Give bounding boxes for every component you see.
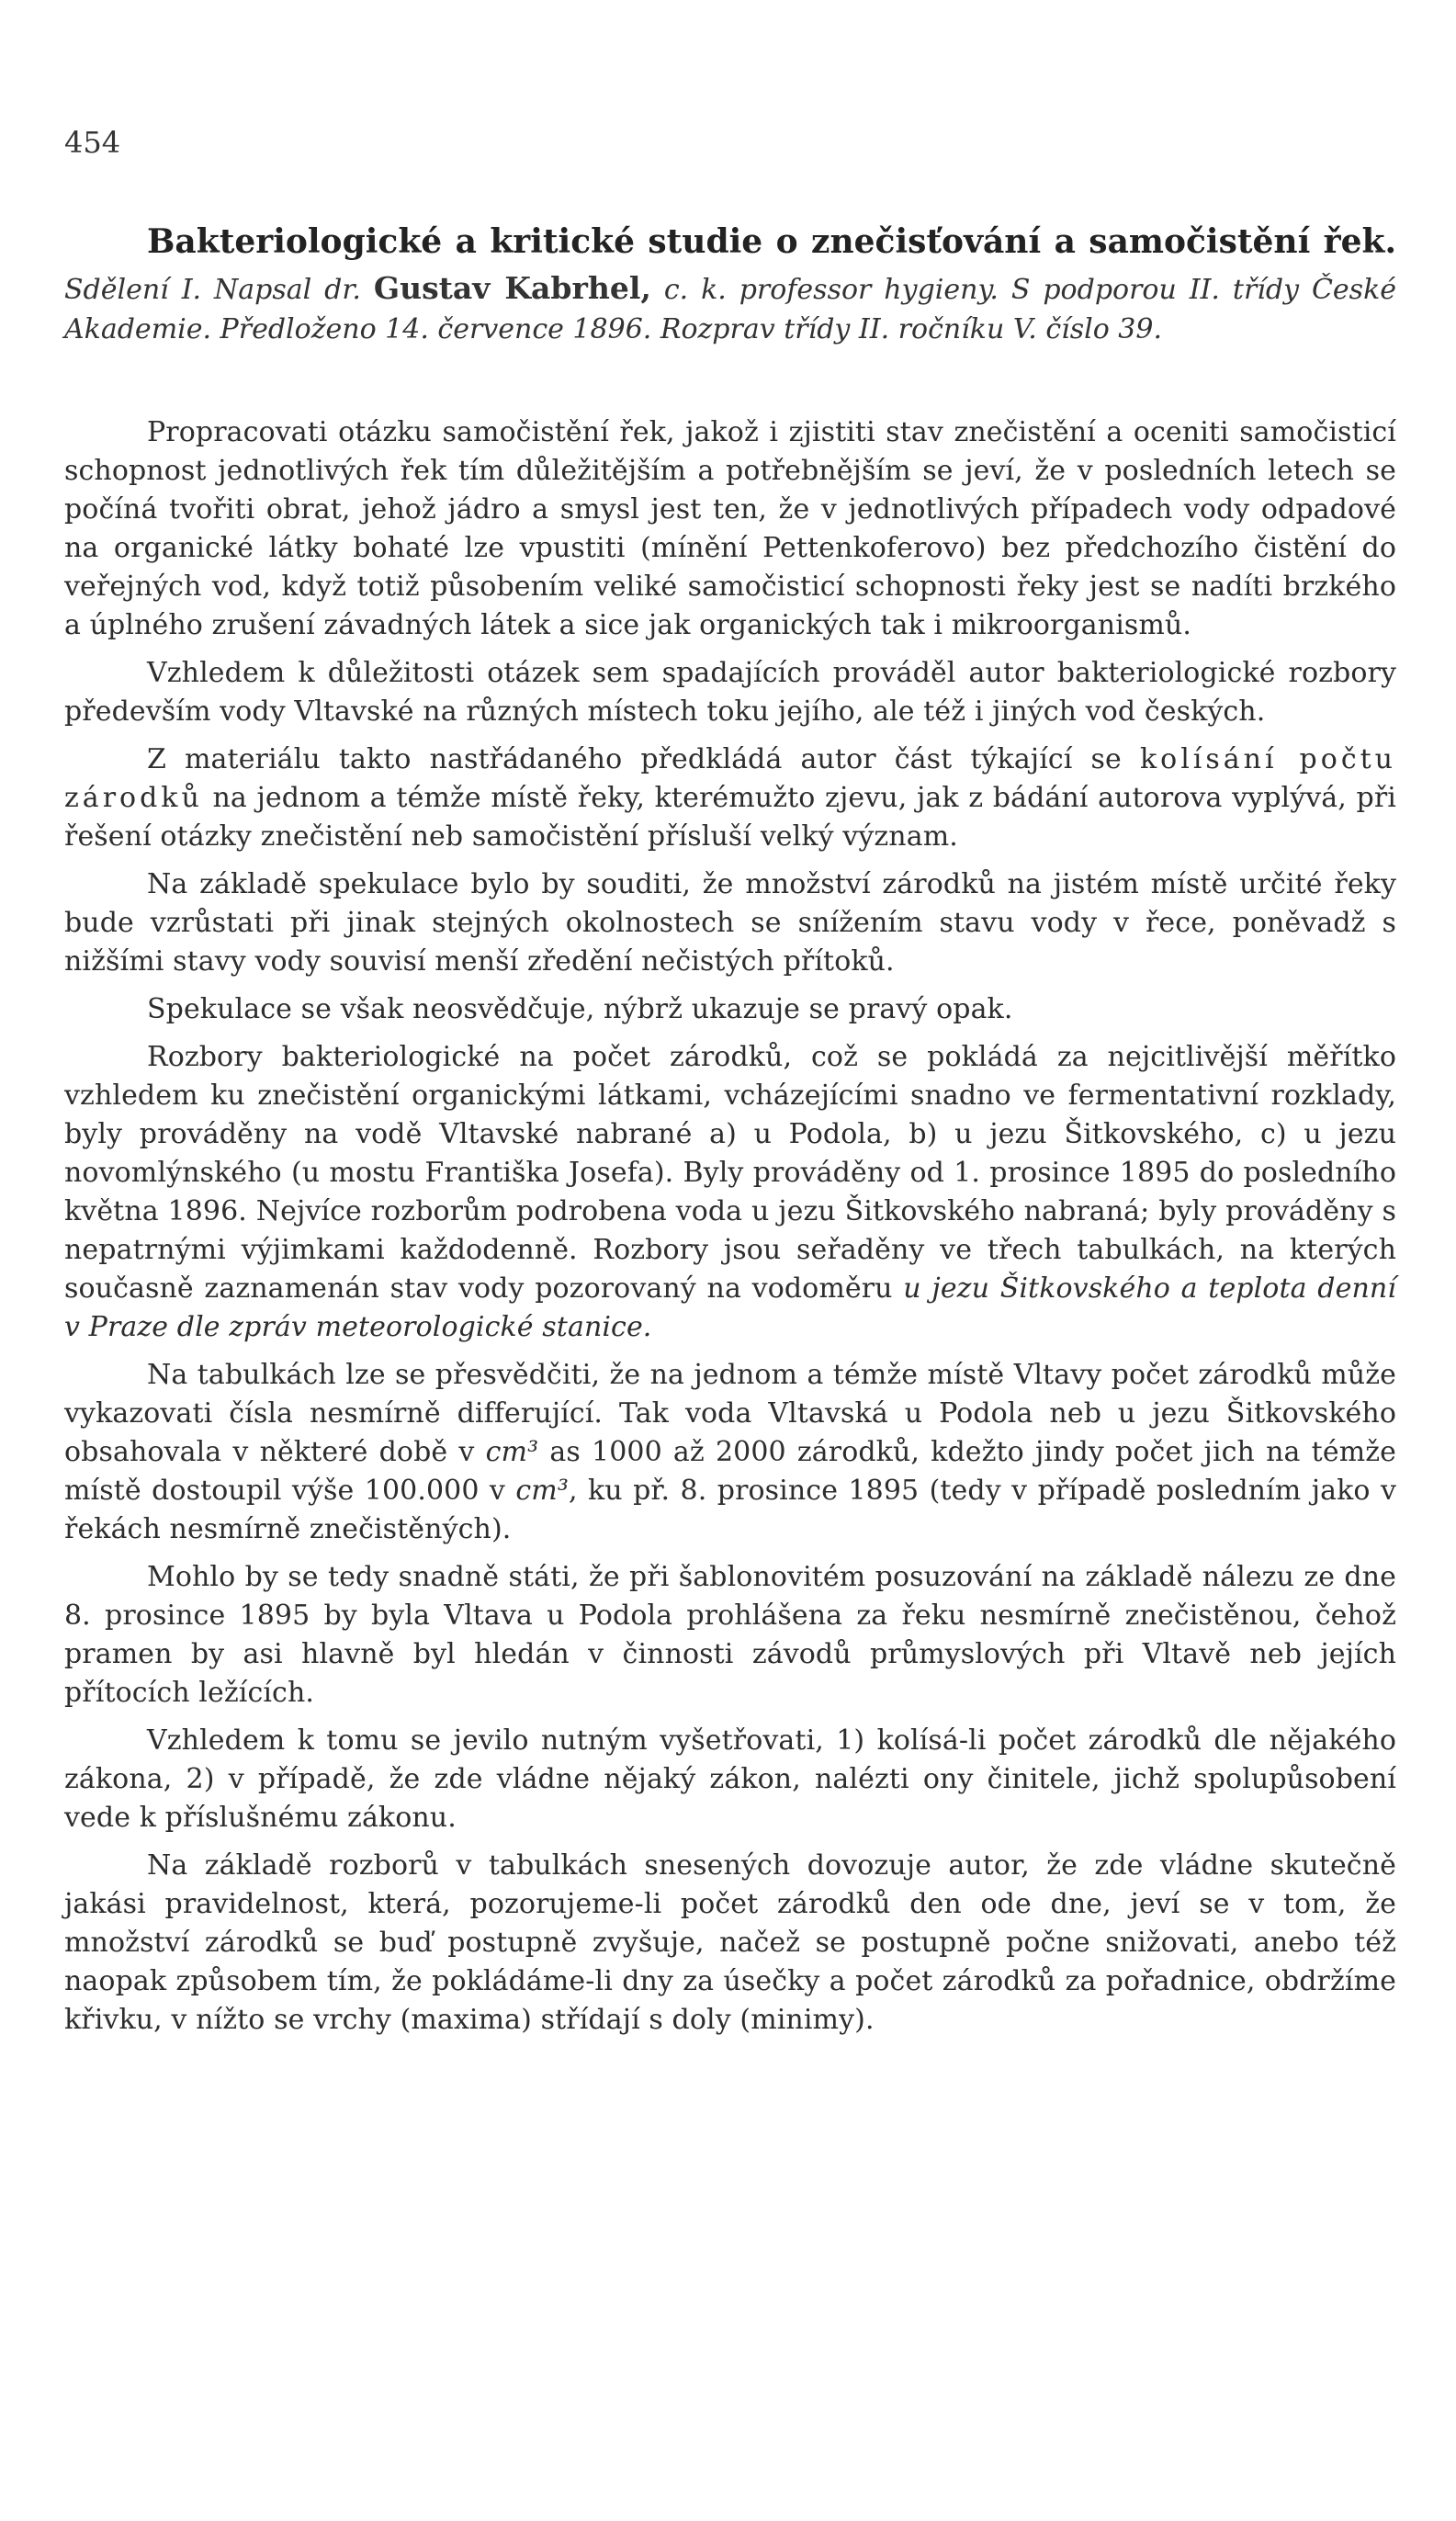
page-number: 454 [64,125,121,160]
article-title: Bakteriologické a kritické studie o znečisťování a samočistění řek. [147,222,1396,261]
paragraph: Na základě rozborů v tabulkách snesených dovozuje autor, že zde vládne skutečně jakási pravidelnost, která, pozorujeme-li počet zárodků den ode dne, jeví se v tom, že množství zárodků se buď postupně zvyšuje, načež se postupně počne snižovati, anebo též naopak způsobem tím, že pokládáme-li dny za úsečky a počet zárodků za pořadnice, obdržíme křivku, v nížto se vrchy (maxima) střídají s doly (minimy). [64,1849,1396,2036]
italic-phrase: u jezu Šitkovského a teplota denní v Praze dle zpráv meteorologické stanice. [64,1272,1396,1343]
author-name: Gustav Kabrhel, [373,270,651,306]
article-body [64,413,1396,2049]
unit-cm3: cm³ [485,1436,539,1468]
paragraph: Vzhledem k důležitosti otázek sem spadajících prováděl autor bakteriologické rozbory především vody Vltavské na různých místech toku jejího, ale též i jiných vod českých. [64,657,1396,728]
paragraph: Na základě spekulace bylo by souditi, že množství zárodků na jistém místě určité řeky bude vzrůstati při jinak stejných okolnostech se snížením stavu vody v řece, poněvadž s nižšími stavy vody souvisí menší zředění nečistých přítoků. [64,868,1396,978]
paragraph: Vzhledem k tomu se jevilo nutným vyšetřovati, 1) kolísá-li počet zárodků dle nějakého zákona, 2) v případě, že zde vládne nějaký zákon, nalézti ony činitele, jichž spolupůsobení vede k příslušnému zákonu. [64,1724,1396,1834]
paragraph-text: Rozbory bakteriologické na počet zárodků, což se pokládá za nejcitlivější měřítko vzhledem ku znečistění organickými látkami, vcházejícími snadno ve fermentativní rozklady, byly prováděny na vodě Vltavské nabrané a) u Podola, b) u jezu Šitkovského, c) u jezu novomlýnského (u mostu Františka Josefa). Byly prováděny od 1. prosince 1895 do posledního května 1896. Nejvíce rozborům podrobena voda u jezu Šitkovského nabraná; byly prováděny s nepatrnými výjimkami každodenně. Rozbory jsou seřaděny ve třech tabulkách, na kterých současně zaznamenán stav vody pozorovaný na vodoměru [64,1041,1396,1305]
paragraph-text: as 1000 až 2000 zárodků, kdežto jindy počet jich na témže místě dostoupil výše 100.000 v [64,1436,1397,1507]
paragraph [64,740,1396,856]
byline-prefix: Sdělení I. Napsal dr. [64,274,361,306]
paragraph-text: , ku př. 8. prosince 1895 (tedy v případě posledním jako v řekách nesmírně znečistěných). [64,1475,1397,1545]
paragraph-text: na jednom a témže místě řeky, kterémužto zjevu, jak z bádání autorova vyplývá, při řešení otázky znečistění neb samočistění přísluší velký význam. [64,782,1396,853]
paragraph [64,1356,1396,1549]
paragraph: Spekulace se však neosvědčuje, nýbrž ukazuje se pravý opak. [147,993,1013,1025]
article-byline [64,268,1396,349]
paragraph: Propracovati otázku samočistění řek, jakož i zjistiti stav znečistění a oceniti samočisticí schopnost jednotlivých řek tím důležitějším a potřebnějším se jeví, že v posledních letech se počíná tvořiti obrat, jehož jádro a smysl jest ten, že v jednotlivých případech vody odpadové na organické látky bohaté lze vpustiti (mínění Pettenkoferovo) bez předchozího čistění do veřejných vod, když totiž působením veliké samočisticí schopnosti řeky jest se nadíti brzkého a úplného zrušení závadných látek a sice jak organických tak i mikroorganismů. [64,416,1396,641]
unit-cm3: cm³ [515,1475,569,1507]
paragraph-text: Z materiálu takto nastřádaného předkládá autor část týkající se [147,743,1122,775]
emphasized-phrase: kolísání počtu zárodků [64,743,1396,814]
paragraph-text: Na tabulkách lze se přesvědčiti, že na jednom a témže místě Vltavy počet zárodků může vykazovati čísla nesmírně differující. Tak voda Vltavská u Podola neb u jezu Šitkovského obsahovala v některé době v [64,1359,1396,1468]
paragraph: Mohlo by se tedy snadně státi, že při šablonovitém posuzování na základě nálezu ze dne 8. prosince 1895 by byla Vltava u Podola prohlášena za řeku nesmírně znečistěnou, čehož pramen by asi hlavně byl hledán v činnosti závodů průmyslových při Vltavě neb jejích přítocích ležících. [64,1561,1396,1709]
paragraph [64,1038,1396,1347]
byline-details: c. k. professor hygieny. S podporou II. třídy České Akademie. Předloženo 14. července 1896. Rozprav třídy II. ročníku V. číslo 39. [64,274,1396,345]
